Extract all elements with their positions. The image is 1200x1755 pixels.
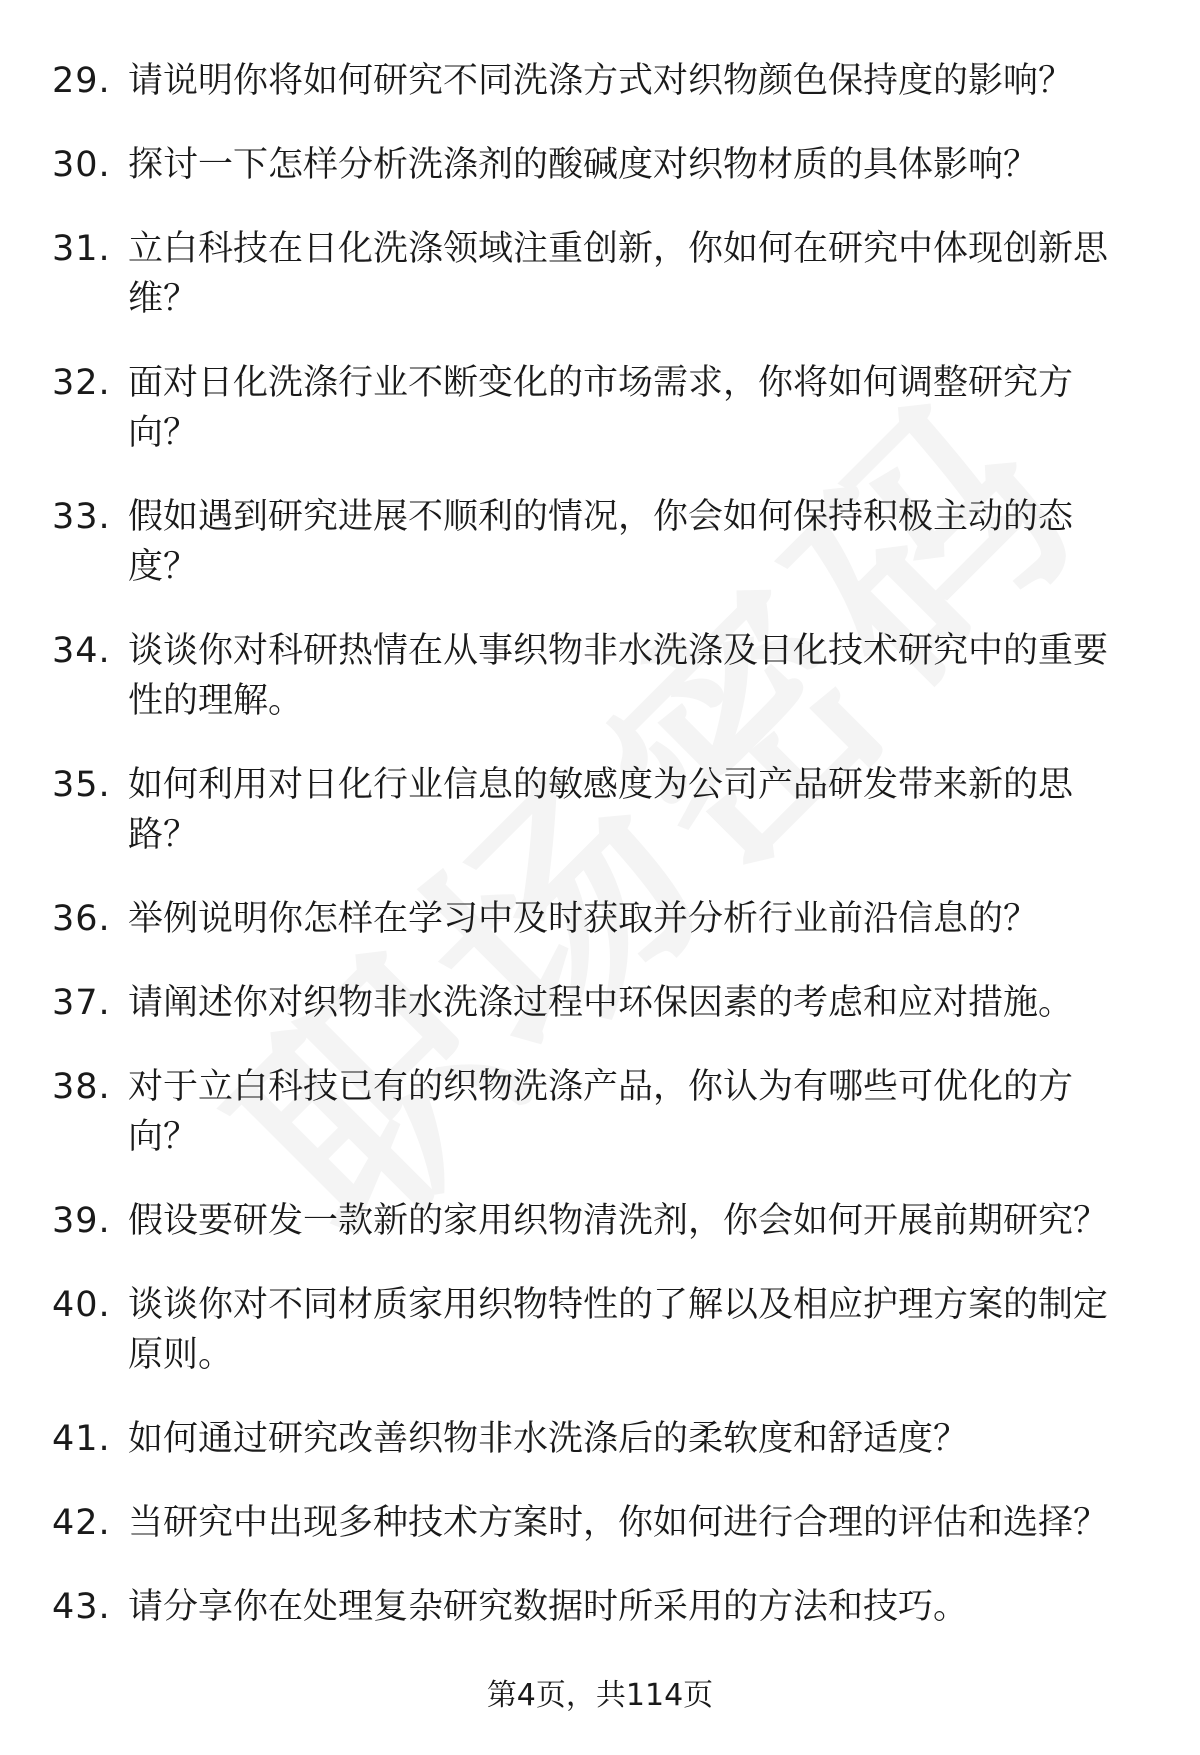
question-item: [0, 140, 1200, 190]
question-text: 当研究中出现多种技术方案时，你如何进行合理的评估和选择？: [128, 1503, 1109, 1543]
question-text: 如何通过研究改善织物非水洗涤后的柔软度和舒适度？: [128, 1419, 969, 1459]
question-text: 假如遇到研究进展不顺利的情况，你会如何保持积极主动的态度？: [128, 497, 1074, 587]
question-number: 32.: [52, 363, 111, 403]
question-item: [0, 358, 1200, 458]
question-number: 36.: [52, 899, 111, 939]
question-number: 43.: [52, 1587, 111, 1627]
question-item: [0, 56, 1200, 106]
question-number: 37.: [52, 983, 111, 1023]
question-item: [0, 1196, 1200, 1246]
question-item: [0, 760, 1200, 860]
question-number: 38.: [52, 1067, 111, 1107]
question-text: 探讨一下怎样分析洗涤剂的酸碱度对织物材质的具体影响？: [128, 145, 1039, 185]
question-text: 立白科技在日化洗涤领域注重创新，你如何在研究中体现创新思维？: [128, 229, 1109, 319]
question-number: 41.: [52, 1419, 111, 1459]
question-text: 谈谈你对不同材质家用织物特性的了解以及相应护理方案的制定原则。: [128, 1285, 1109, 1375]
question-item: [0, 978, 1200, 1028]
question-item: [0, 492, 1200, 592]
question-text: 请说明你将如何研究不同洗涤方式对织物颜色保持度的影响？: [128, 61, 1074, 101]
question-item: [0, 1280, 1200, 1380]
question-number: 35.: [52, 765, 111, 805]
question-number: 30.: [52, 145, 111, 185]
question-text: 如何利用对日化行业信息的敏感度为公司产品研发带来新的思路？: [128, 765, 1074, 855]
question-number: 34.: [52, 631, 111, 671]
page-number-footer: 第4页，共114页: [486, 1678, 714, 1713]
question-text: 假设要研发一款新的家用织物清洗剂，你会如何开展前期研究？: [128, 1201, 1109, 1241]
question-text: 请分享你在处理复杂研究数据时所采用的方法和技巧。: [128, 1587, 969, 1627]
question-item: [0, 894, 1200, 944]
question-number: 33.: [52, 497, 111, 537]
question-item: [0, 1582, 1200, 1632]
question-list: [0, 56, 1200, 1666]
question-text: 对于立白科技已有的织物洗涤产品，你认为有哪些可优化的方向？: [128, 1067, 1074, 1157]
question-text: 请阐述你对织物非水洗涤过程中环保因素的考虑和应对措施。: [128, 983, 1074, 1023]
question-number: 31.: [52, 229, 111, 269]
question-item: [0, 626, 1200, 726]
question-text: 举例说明你怎样在学习中及时获取并分析行业前沿信息的？: [128, 899, 1039, 939]
question-number: 39.: [52, 1201, 111, 1241]
question-number: 40.: [52, 1285, 111, 1325]
question-text: 面对日化洗涤行业不断变化的市场需求，你将如何调整研究方向？: [128, 363, 1074, 453]
question-item: [0, 1062, 1200, 1162]
question-number: 42.: [52, 1503, 111, 1543]
question-item: [0, 1498, 1200, 1548]
question-item: [0, 1414, 1200, 1464]
question-item: [0, 224, 1200, 324]
question-text: 谈谈你对科研热情在从事织物非水洗涤及日化技术研究中的重要性的理解。: [128, 631, 1109, 721]
question-number: 29.: [52, 61, 111, 101]
